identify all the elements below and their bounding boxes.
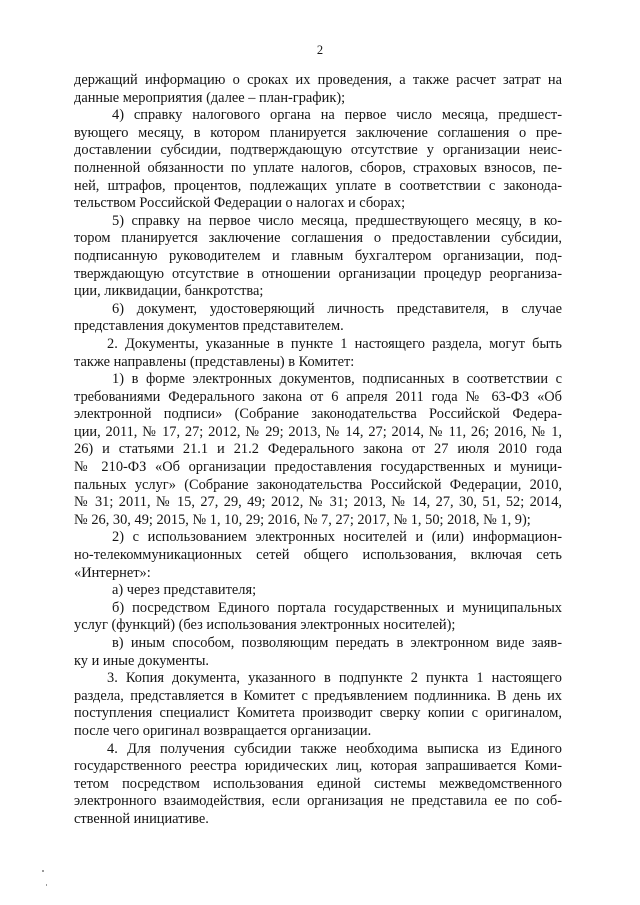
text-line: ственной инициативе. xyxy=(74,810,209,827)
text-line: 5) справку на первое число месяца, предшествующего месяцу, в ко- xyxy=(112,212,562,229)
text-line: 4) справку налогового органа на первое число месяца, предшест- xyxy=(112,107,562,124)
text-line: № 210-ФЗ «Об организации предоставления государственных и муници- xyxy=(74,459,562,476)
text-line: тетом посредством использования единой системы межведомственного xyxy=(74,775,562,792)
text-line: доставлении субсидии, подтверждающую отсутствие у организации неис- xyxy=(74,142,562,159)
text-line: поступления специалист Комитета производит сверку копии с оригиналом, xyxy=(74,705,562,722)
text-line: ней, штрафов, процентов, подлежащих уплате в соответствии с законода- xyxy=(74,177,562,194)
text-line: представления документов представителем. xyxy=(74,318,344,335)
scan-speck xyxy=(46,884,47,886)
text-line: 3. Копия документа, указанного в подпункте 2 пункта 1 настоящего xyxy=(107,670,562,687)
text-line: № 31; 2011, № 15, 27, 29, 49; 2012, № 31; 2013, № 14, 27, 30, 51, 52; 2014, xyxy=(74,494,562,511)
text-line: электронной подписи» (Собрание законодательства Российской Федера- xyxy=(74,406,562,423)
text-line: держащий информацию о сроках их проведения, а также расчет затрат на xyxy=(74,72,562,88)
text-line: пальных услуг» (Собрание законодательства Российской Федерации, 2010, xyxy=(74,476,562,493)
text-line: 2. Документы, указанные в пункте 1 настоящего раздела, могут быть xyxy=(107,335,562,352)
text-line: ции, 2011, № 17, 27; 2012, № 29; 2013, № 14, 27; 2014, № 11, 26; 2016, № 1, xyxy=(74,423,562,440)
text-line: тельством Российской Федерации о налогах и сборах; xyxy=(74,195,406,212)
text-line: тверждающую отсутствие в отношении организации процедур реорганиза- xyxy=(74,265,562,282)
text-line: а) через представителя; xyxy=(112,582,257,599)
text-line: 1) в форме электронных документов, подписанных в соответствии с xyxy=(112,371,562,388)
document-body xyxy=(74,72,562,829)
text-line: в) иным способом, позволяющим передать в электронном виде заяв- xyxy=(112,635,562,651)
text-line: электронного взаимодействия, если организация не представила ее по соб- xyxy=(74,793,562,810)
text-line: услуг (функций) (без использования электронных носителей); xyxy=(74,617,456,634)
text-line: тором планируется заключение соглашения о предоставлении субсидии, xyxy=(74,230,562,247)
text-line: ции, ликвидации, банкротства; xyxy=(74,283,264,300)
text-line: 4. Для получения субсидии также необходима выписка из Единого xyxy=(107,740,562,757)
text-line: но-телекоммуникационных сетей общего использования, включая сеть xyxy=(74,547,562,564)
text-line: подписанную руководителем и главным бухгалтером организации, под- xyxy=(74,247,562,264)
text-line: 6) документ, удостоверяющий личность представителя, в случае xyxy=(112,300,562,317)
text-line: вующего месяцу, в котором планируется заключение соглашения о пре- xyxy=(74,124,562,141)
text-line: после чего оригинал возвращается организации. xyxy=(74,722,372,739)
page-number: 2 xyxy=(316,43,324,57)
text-line: данные мероприятия (далее – план-график); xyxy=(74,89,346,106)
text-line: б) посредством Единого портала государственных и муниципальных xyxy=(112,599,562,616)
text-line: № 26, 30, 49; 2015, № 1, 10, 29; 2016, № 7, 27; 2017, № 1, 50; 2018, № 1, 9); xyxy=(74,511,531,528)
text-line: также направлены (представлены) в Комитет: xyxy=(74,353,355,370)
scan-speck xyxy=(42,870,44,872)
text-line: требованиями Федерального закона от 6 апреля 2011 года № 63-ФЗ «Об xyxy=(74,388,562,405)
text-line: государственного реестра юридических лиц, которая запрашивается Коми- xyxy=(74,758,562,775)
text-line: раздела, представляется в Комитет с предъявлением подлинника. В день их xyxy=(74,687,562,704)
text-line: ку и иные документы. xyxy=(74,652,209,669)
text-line: 2) с использованием электронных носителей и (или) информацион- xyxy=(112,529,562,546)
text-line: полненной обязанности по уплате налогов, сборов, страховых взносов, пе- xyxy=(74,159,562,176)
text-line: «Интернет»: xyxy=(74,564,151,581)
text-line: 26) и статьями 21.1 и 21.2 Федерального закона от 27 июля 2010 года xyxy=(74,441,562,458)
